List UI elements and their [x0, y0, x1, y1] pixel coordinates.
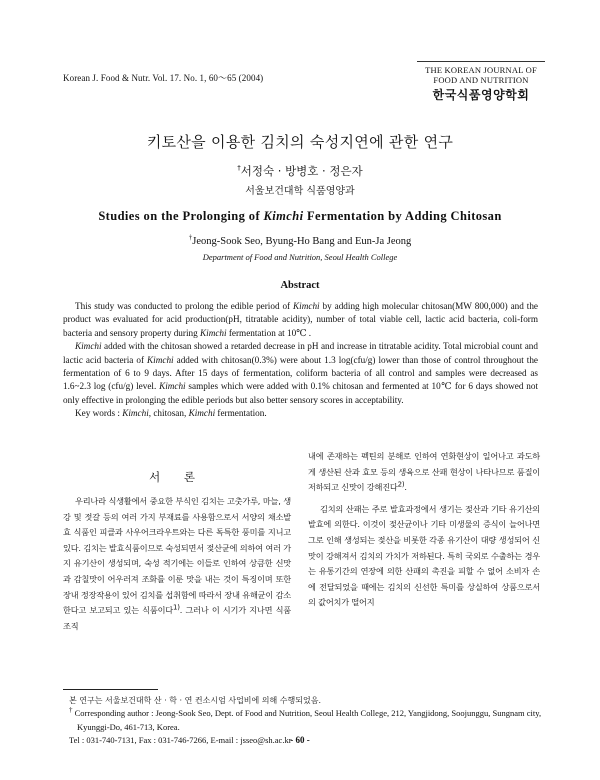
keywords	[63, 407, 538, 420]
section-heading-introduction: 서 론	[149, 470, 205, 484]
text-run: added with chitosan(0.3%) were about 1.3 log(cfu/g) lower than those of control throughout the fermentation of 6 to 9 days. After 15 days of fermentation, coliform bacteria of all control and samples were decreased as 1.6~2.3 log (cfu/g) level.	[63, 354, 538, 392]
text-run: , chitosan,	[148, 408, 189, 419]
footnote-rule	[63, 689, 158, 690]
kimchi-italic: Kimchi	[200, 327, 227, 338]
text-run: . 그러나 이 시기가 지나면 식품조직	[63, 605, 291, 631]
text-run: samples which were added with 0.1% chitosan and fermented at 10℃ for 6 days showed not only effective in prolonging the edible periods but also better sensory scores in acceptability.	[63, 381, 538, 405]
kimchi-italic: Kimchi	[147, 354, 174, 365]
dagger-mark: †	[237, 164, 241, 173]
journal-name-line1: THE KOREAN JOURNAL OF	[425, 65, 537, 75]
authors-korean-text: 서정숙 · 방병호 · 정은자	[240, 164, 363, 178]
text-run: 내에 존재하는 펙틴의 분해로 인하여 연화현상이 일어나고 과도하게 생산된 산과 효모 등의 생육으로 산패 현상이 나타나므로 품질이 저하되고 신맛이 강해진다	[308, 451, 540, 493]
abstract-paragraph-1	[63, 300, 538, 340]
abstract-paragraph-2	[63, 340, 538, 407]
intro-paragraph-1	[63, 494, 291, 634]
title-korean: 키토산을 이용한 김치의 숙성지연에 관한 연구	[146, 133, 454, 151]
text-run: Corresponding author : Jeong-Sook Seo, Dept. of Food and Nutrition, Seoul Health College, 212, Yangjidong, Soojunggu, Sungnam city, Kyunggi-Do, 461-713, Korea.	[74, 708, 542, 732]
intro-paragraph-2: 김치의 산패는 주로 발효과정에서 생기는 젖산과 기타 유기산의 발효에 의한다. 이것이 젖산균이나 기타 미생물의 증식이 늘어나면 그로 인해 생성되는 젖산을 비롯한 각종 유기산이 대량 생성되어 신맛이 강해져서 김치의 가치가 저하된다. 특히 국외로 수출하는 경우는 유통기간의 연장에 의한 산패의 촉진을 피할 수 없어 소비자 손에 전달되었을 때에는 김치의 신선한 특미를 상실하여 상품으로서의 값어치가 떨어지	[308, 503, 540, 608]
affiliation-korean: 서울보건대학 식품영양과	[245, 186, 355, 197]
intro-paragraph-1-cont	[308, 449, 540, 496]
journal-citation: Korean J. Food & Nutr. Vol. 17. No. 1, 60～65 (2004)	[63, 73, 264, 83]
journal-masthead	[417, 61, 545, 103]
kimchi-italic: Kimchi	[293, 301, 320, 311]
footnote-contact: Tel : 031-740-7131, Fax : 031-746-7266, E-mail : jsseo@sh.ac.kr	[69, 735, 292, 746]
masthead-rule	[417, 61, 545, 62]
authors-english	[0, 233, 600, 247]
title-en-post: Fermentation by Adding Chitosan	[303, 209, 502, 223]
text-run: fermentation.	[215, 408, 267, 419]
text-run: 우리나라 식생활에서 중요한 부식인 김치는 고춧가루, 마늘, 생강 및 젓갈 등의 여러 가지 부재료를 사용함으로서 서양의 채소발효 식품인 피클과 사우어크라우트와는 다른 독특한 풍미를 지니고 있다. 김치는 발효식품이므로 숙성되면서 젖산균에 의하여 여러 가지 유기산이 생성되며, 숙성 적기에는 이들로 인하여 상큼한 신맛과 감칠맛이 어우러져 조화를 이룬 맛을 내는 것이 특징이며 또한 장내 정장작용이 있어 김치를 섭취함에 따라서 장내 유해균이 감소한다고 보고되고 있는 식품이다	[63, 496, 291, 616]
title-en-pre: Studies on the Prolonging of	[98, 209, 264, 223]
body-column-left	[63, 494, 291, 634]
reference-mark: 1)	[173, 603, 180, 612]
journal-name-line2: FOOD AND NUTRITION	[433, 75, 529, 85]
footnote-funding: 본 연구는 서울보건대학 산 · 학 · 연 컨소시엄 사업비에 의해 수행되었음.	[69, 696, 321, 705]
text-run: This study was conducted to prolong the edible period of	[75, 301, 294, 311]
kimchi-italic: Kimchi	[75, 341, 102, 352]
affiliation-english: Department of Food and Nutrition, Seoul Health College	[202, 252, 398, 262]
reference-mark: 2)	[397, 480, 405, 489]
text-run: by adding high molecular chitosan(MW 800,000) and the product was evaluated for acid production(pH, titratable acidity), number of total viable cell, lactic acid bacteria, coli-form bacteria and sensory property during	[63, 301, 538, 338]
kimchi-italic: Kimchi	[122, 408, 149, 419]
dagger-mark-en: †	[188, 233, 193, 242]
dagger-mark-footnote: †	[69, 706, 73, 715]
authors-english-text: Jeong-Sook Seo, Byung-Ho Bang and Eun-Ja Jeong	[192, 236, 412, 247]
abstract-heading: Abstract	[280, 280, 320, 291]
journal-name-korean: 한국식품영양학회	[432, 88, 530, 102]
footnote-corresponding	[63, 707, 543, 734]
page-number: - 60 -	[290, 735, 310, 745]
kimchi-italic: Kimchi	[159, 381, 186, 392]
title-english	[0, 209, 600, 224]
text-run: fermentation at 10℃ .	[226, 327, 312, 338]
keywords-label: Key words :	[75, 408, 123, 419]
authors-korean	[0, 163, 600, 179]
body-column-right	[308, 449, 540, 611]
kimchi-italic: Kimchi	[188, 408, 216, 419]
text-run: .	[404, 482, 407, 493]
title-en-italic: Kimchi	[263, 209, 304, 223]
abstract-body	[63, 300, 538, 421]
text-run: added with the chitosan showed a retarded decrease in pH and increase in titratable acidity. Total microbial count and lactic acid bacteria of	[63, 341, 538, 365]
